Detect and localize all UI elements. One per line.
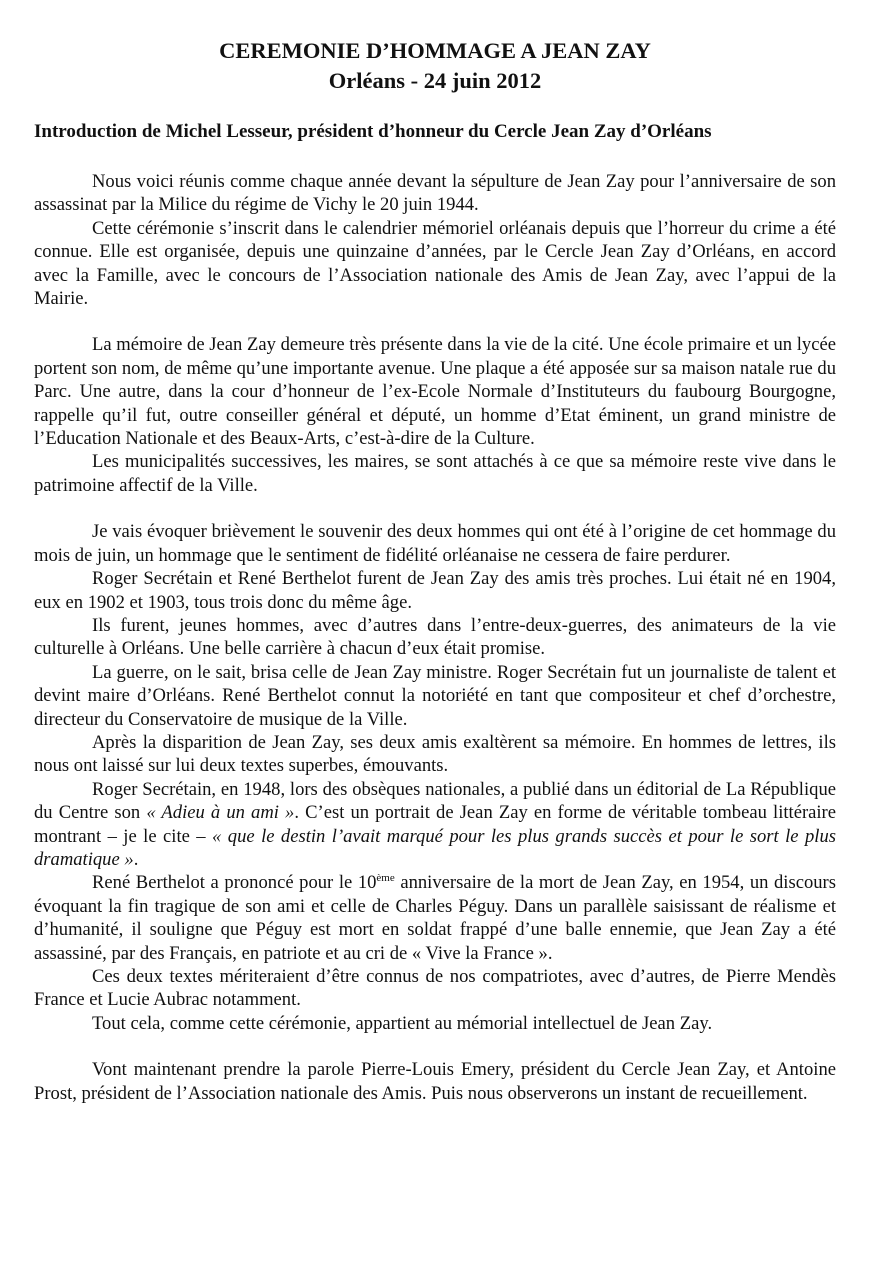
paragraph-6: Roger Secrétain et René Berthelot furent de Jean Zay des amis très proches. Lui était né en 1904, eux en 1902 et 1903, tous trois donc du même âge. [34,568,836,613]
paragraph-10 [34,778,836,872]
title-line-1: CEREMONIE D’HOMMAGE A JEAN ZAY [219,38,651,63]
p10-text-c: . C’est un portrait de Jean Zay en forme de véritable tombeau littéraire montrant – je le cite – [34,802,836,847]
paragraph-1: Nous voici réunis comme chaque année devant la sépulture de Jean Zay pour l’anniversaire de son assassinat par la Milice du régime de Vichy le 20 juin 1944. [34,171,836,216]
paragraph-5: Je vais évoquer brièvement le souvenir des deux hommes qui ont été à l’origine de cet hommage du mois de juin, un hommage que le sentiment de fidélité orléanaise ne cessera de faire perdurer. [34,521,836,566]
paragraph-11 [34,871,836,965]
paragraph-14: Vont maintenant prendre la parole Pierre-Louis Emery, président du Cercle Jean Zay, et Antoine Prost, président de l’Association nationale des Amis. Puis nous observerons un instant de recueillement. [34,1059,836,1104]
paragraph-8: La guerre, on le sait, brisa celle de Jean Zay ministre. Roger Secrétain fut un journaliste de talent et devint maire d’Orléans. René Berthelot connut la notoriété en tant que compositeur et chef d’orchestre, directeur du Conservatoire de musique de la Ville. [34,661,836,730]
speech-body [34,170,836,1105]
p11-text-a: René Berthelot a prononcé pour le 10 [92,872,377,894]
paragraph-7: Ils furent, jeunes hommes, avec d’autres dans l’entre-deux-guerres, des animateurs de la vie culturelle à Orléans. Une belle carrière à chacun d’eux était promise. [34,614,836,660]
p11-superscript: ème [376,872,395,885]
p10-quote-title: « Adieu à un ami » [146,802,295,824]
paragraph-3: La mémoire de Jean Zay demeure très présente dans la vie de la cité. Une école primaire et un lycée portent son nom, de même qu’une importante avenue. Une plaque a été apposée sur sa maison natale rue du Parc. Une autre, dans la cour d’honneur de l’ex-Ecole Normale d’Instituteurs du faubourg Bourgogne, rappelle qu’il fut, outre conseiller général et député, un homme d’Etat éminent, un grand ministre de l’Education Nationale et des Beaux-Arts, c’est-à-dire de la Culture. [34,334,836,450]
document-title [34,36,836,96]
paragraph-13: Tout cela, comme cette cérémonie, appartient au mémorial intellectuel de Jean Zay. [92,1012,713,1034]
p11-text-b: anniversaire de la mort de Jean Zay, en 1954, un discours évoquant la fin tragique de son ami et celle de Charles Péguy. Dans un parallèle saisissant de réalisme et d’humanité, il souligne que Péguy est mort en soldat frappé d’une balle ennemie, que Jean Zay a été assassiné, par des Français, en patriote et au cri de « Vive la France ». [34,872,836,964]
p10-text-a: Roger Secrétain, en 1948, lors des obsèques nationales, a publié dans un éditorial de La République du Centre son [34,778,836,824]
paragraph-2: Cette cérémonie s’inscrit dans le calendrier mémoriel orléanais depuis que l’horreur du crime a été connue. Elle est organisée, depuis une quinzaine d’années, par le Cercle Jean Zay d’Orléans, en accord avec la Famille, avec le concours de l’Association nationale des Amis de Jean Zay, avec l’appui de la Mairie. [34,217,836,310]
p10-text-e: . [133,848,139,870]
speech-subtitle: Introduction de Michel Lesseur, président d’honneur du Cercle Jean Zay d’Orléans [34,121,712,142]
paragraph-9: Après la disparition de Jean Zay, ses deux amis exaltèrent sa mémoire. En hommes de lettres, ils nous ont laissé sur lui deux textes superbes, émouvants. [34,731,836,777]
paragraph-12: Ces deux textes mériteraient d’être connus de nos compatriotes, avec d’autres, de Pierre Mendès France et Lucie Aubrac notamment. [34,966,836,1011]
p10-quote: « que le destin l’avait marqué pour les plus grands succès et pour le sort le plus dramatique » [34,825,836,870]
paragraph-4: Les municipalités successives, les maires, se sont attachés à ce que sa mémoire reste vive dans le patrimoine affectif de la Ville. [34,451,836,496]
title-line-2: Orléans - 24 juin 2012 [328,68,542,93]
